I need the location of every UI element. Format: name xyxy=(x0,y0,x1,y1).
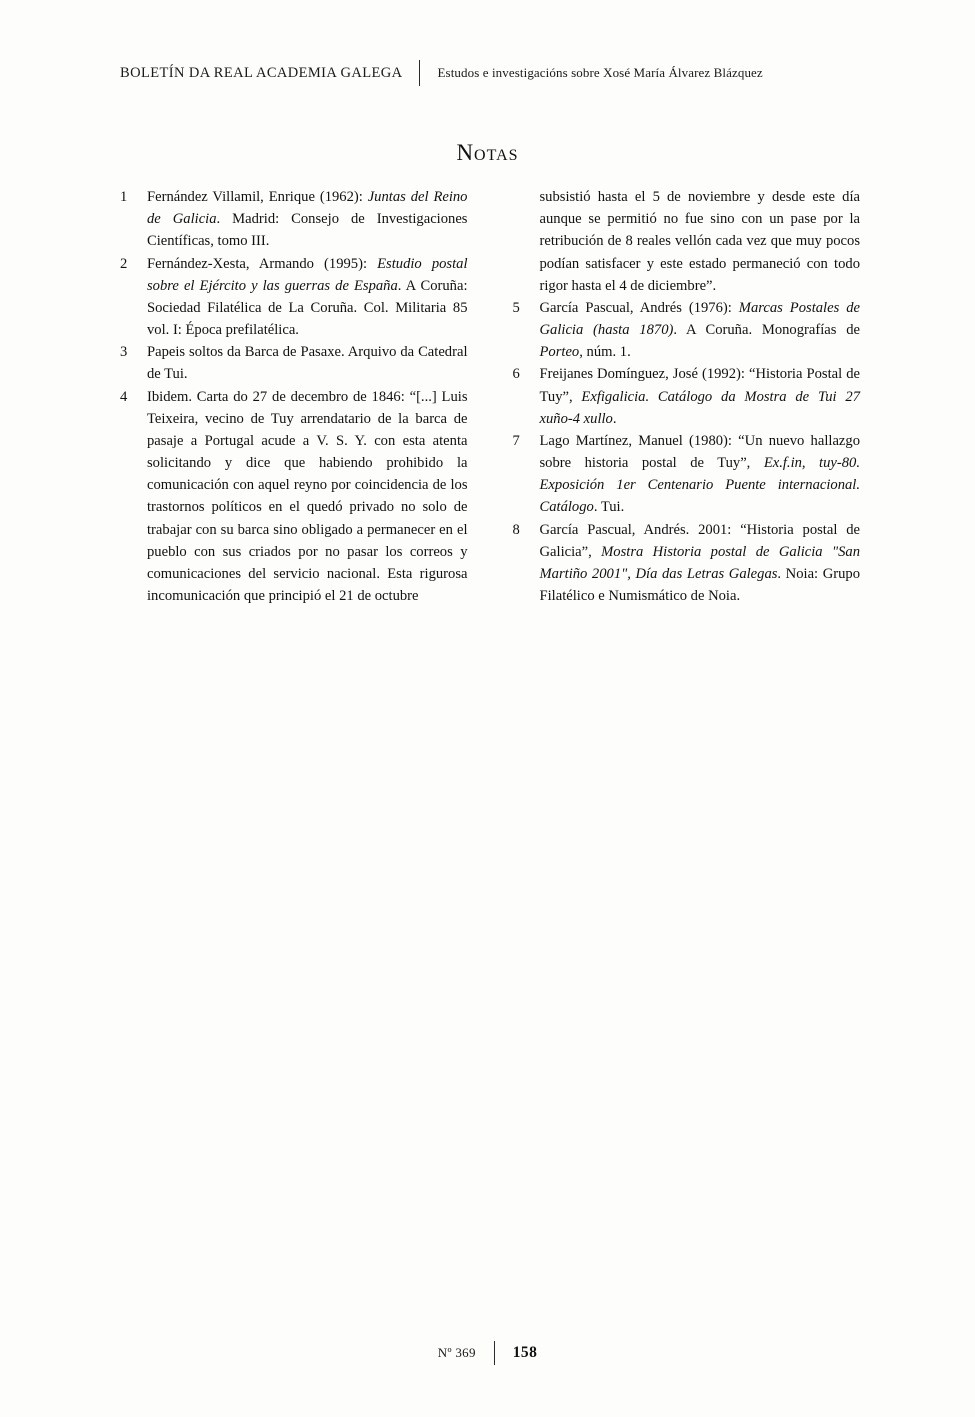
note-number: 6 xyxy=(512,366,520,383)
column-left xyxy=(120,186,468,607)
note-item xyxy=(120,186,468,253)
note-number: 5 xyxy=(512,299,520,316)
note-number: 4 xyxy=(120,388,128,405)
page-footer xyxy=(0,1341,975,1365)
running-head-journal: BOLETÍN DA REAL ACADEMIA GALEGA xyxy=(120,64,403,81)
note-text: García Pascual, Andrés (1976): Marcas Postales de Galicia (hasta 1870). A Coruña. Monografías de Porteo, núm. 1. xyxy=(539,299,861,361)
note-item xyxy=(513,519,861,608)
note-text: Fernández Villamil, Enrique (1962): Juntas del Reino de Galicia. Madrid: Consejo de Investigaciones Científicas, tomo III. xyxy=(147,189,468,250)
note-continuation-text: subsistió hasta el 5 de noviembre y desde este día aunque se permitió no fue sino con un pase por la retribución de 8 reales vellón cada vez que muy pocos podían satisfacer y este estado permaneció con todo rigor hasta el 4 de diciembre”. xyxy=(539,189,860,294)
note-item xyxy=(513,363,861,430)
note-item xyxy=(120,386,468,608)
note-text: Freijanes Domínguez, José (1992): “Historia Postal de Tuy”, Exfigalicia. Catálogo da Mostra de Tui 27 xuño-4 xullo. xyxy=(539,366,860,427)
note-number: 3 xyxy=(120,344,128,361)
note-number: 7 xyxy=(512,432,520,449)
running-head-topic: Estudos e investigacións sobre Xosé María Álvarez Blázquez xyxy=(437,65,763,80)
page-title: Notas xyxy=(456,140,519,165)
note-item xyxy=(120,253,468,342)
note-text: Lago Martínez, Manuel (1980): “Un nuevo hallazgo sobre historia postal de Tuy”, Ex.f.in, tuy-80. Exposición 1er Centenario Puente internacional. Catálogo. Tui. xyxy=(539,432,860,516)
page-number: 158 xyxy=(512,1344,538,1361)
column-right xyxy=(513,186,861,607)
note-item xyxy=(513,297,861,364)
running-head-divider xyxy=(419,60,420,86)
note-item xyxy=(513,430,861,519)
note-text: Papeis soltos da Barca de Pasaxe. Arquivo da Catedral de Tui. xyxy=(147,344,468,383)
note-number: 2 xyxy=(120,255,128,272)
note-text: Fernández-Xesta, Armando (1995): Estudio postal sobre el Ejército y las guerras de España. A Coruña: Sociedad Filatélica de La Coruña. Col. Militaria 85 vol. I: Época prefilatélica. xyxy=(147,255,468,339)
note-number: 1 xyxy=(120,189,128,205)
two-column-body xyxy=(120,186,860,607)
note-text: García Pascual, Andrés. 2001: “Historia postal de Galicia”, Mostra Historia postal de Galicia "San Martiño 2001", Día das Letras Galegas. Noia: Grupo Filatélico e Numismático de Noia. xyxy=(539,521,860,605)
note-text: Ibidem. Carta do 27 de decembro de 1846: “[...] Luis Teixeira, vecino de Tuy arrendatario de la barca de pasaje a Portugal acude a V. S. Y. con esta atenta solicitando y dice que habiendo prohibido la comunicación con aquel reyno por coincidencia de los trastornos políticos en el quedó privado no solo de trabajar con su barca sino obligado a permanecer en el pueblo con sus criados por no pasar los correos y comunicaciones del servicio nacional. Esta rigurosa incomunicación que principió el 21 de octubre xyxy=(147,388,468,605)
issue-number: Nº 369 xyxy=(437,1345,476,1360)
running-head xyxy=(120,58,855,88)
note-item xyxy=(120,341,468,385)
note-number: 8 xyxy=(512,521,520,538)
footer-divider xyxy=(494,1341,495,1365)
